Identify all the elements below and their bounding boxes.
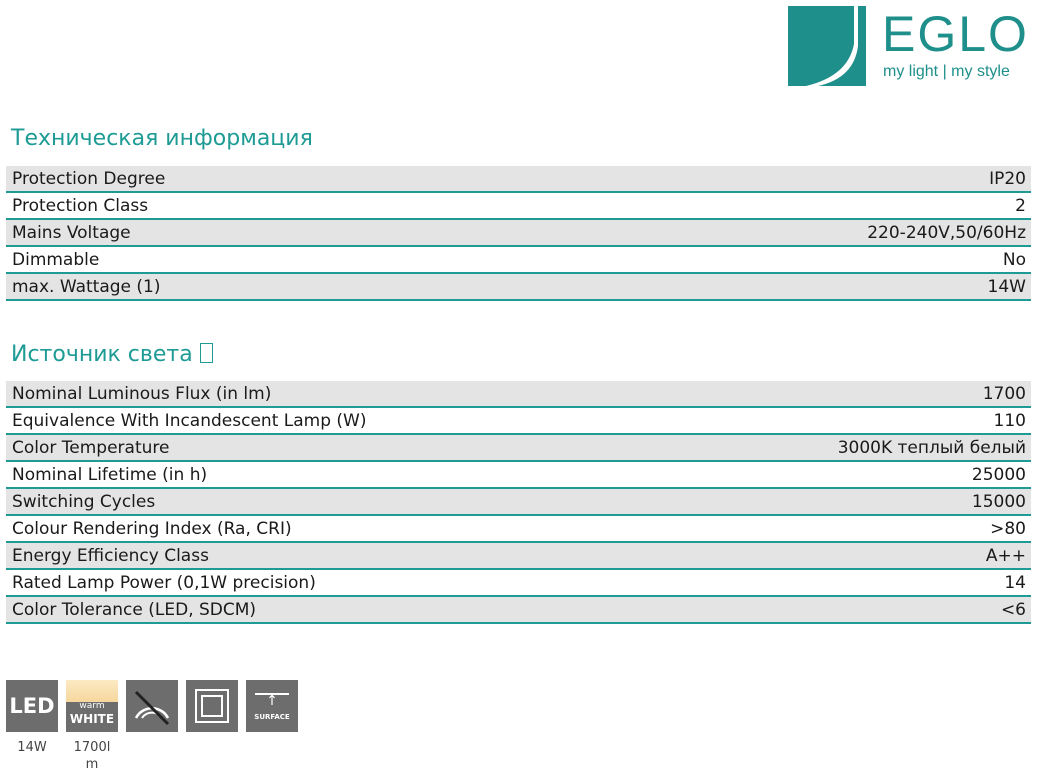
row-value: 3000K теплый белый [837, 437, 1026, 458]
warm-text: warm [79, 701, 105, 711]
led-icon [6, 680, 58, 732]
brand-name: EGLO [882, 6, 1029, 62]
table-row [6, 166, 1031, 193]
feature-icons [6, 680, 298, 732]
row-value: IP20 [989, 168, 1026, 189]
arrow-up-icon: ↑ [266, 693, 278, 709]
table-row [6, 274, 1031, 301]
row-value: 220-240V,50/60Hz [867, 222, 1026, 243]
row-value: No [1002, 249, 1026, 270]
flux-caption-line1: 1700l [73, 740, 111, 755]
led-icon-text: LED [9, 694, 55, 718]
warm-band [66, 680, 118, 702]
protection-class-2-icon [186, 680, 238, 732]
row-label: Equivalence With Incandescent Lamp (W) [12, 410, 367, 431]
table-row [6, 516, 1031, 543]
surface-mount-icon [246, 680, 298, 732]
row-value: 14 [1004, 572, 1026, 593]
section-title-light-source [11, 342, 213, 367]
table-row [6, 408, 1031, 435]
table-row [6, 570, 1031, 597]
table-row [6, 462, 1031, 489]
row-label: Protection Class [12, 195, 149, 216]
surface-text: SURFACE [254, 713, 290, 721]
row-label: Mains Voltage [12, 222, 131, 243]
table-row [6, 489, 1031, 516]
table-row [6, 220, 1031, 247]
table-row [6, 193, 1031, 220]
led-caption: 14W [17, 740, 47, 755]
missing-glyph-icon [200, 343, 213, 363]
row-value: >80 [990, 518, 1026, 539]
eglo-logo-mark [788, 6, 878, 88]
warm-white-icon [66, 680, 118, 732]
row-label: Protection Degree [12, 168, 166, 189]
row-value: 110 [993, 410, 1026, 431]
white-text: WHITE [69, 712, 115, 726]
table-row [6, 435, 1031, 462]
row-value: <6 [1000, 599, 1026, 620]
table-row [6, 543, 1031, 570]
row-value: 25000 [971, 464, 1026, 485]
brand-slogan: my light | my style [883, 63, 1010, 80]
row-label: Rated Lamp Power (0,1W precision) [12, 572, 316, 593]
row-value: 1700 [982, 383, 1026, 404]
row-label: Nominal Lifetime (in h) [12, 464, 208, 485]
inner-square [201, 695, 223, 717]
row-label: Nominal Luminous Flux (in lm) [12, 383, 272, 404]
row-label: Color Temperature [12, 437, 170, 458]
row-label: Energy Efficiency Class [12, 545, 209, 566]
row-value: 15000 [971, 491, 1026, 512]
light-source-table [6, 381, 1031, 624]
not-dimmable-glyph [126, 680, 178, 732]
not-dimmable-icon [126, 680, 178, 732]
row-label: Colour Rendering Index (Ra, CRI) [12, 518, 292, 539]
table-row [6, 381, 1031, 408]
row-label: max. Wattage (1) [12, 276, 161, 297]
technical-info-table [6, 166, 1031, 301]
section-title-text: Источник света [11, 342, 200, 367]
row-label: Color Tolerance (LED, SDCM) [12, 599, 257, 620]
row-label: Dimmable [12, 249, 100, 270]
row-value: A++ [985, 545, 1026, 566]
row-value: 2 [1015, 195, 1026, 216]
flux-caption-line2: m [85, 757, 99, 772]
table-row [6, 247, 1031, 274]
table-row [6, 597, 1031, 624]
row-label: Switching Cycles [12, 491, 156, 512]
row-value: 14W [987, 276, 1026, 297]
section-title-technical: Техническая информация [11, 126, 313, 151]
